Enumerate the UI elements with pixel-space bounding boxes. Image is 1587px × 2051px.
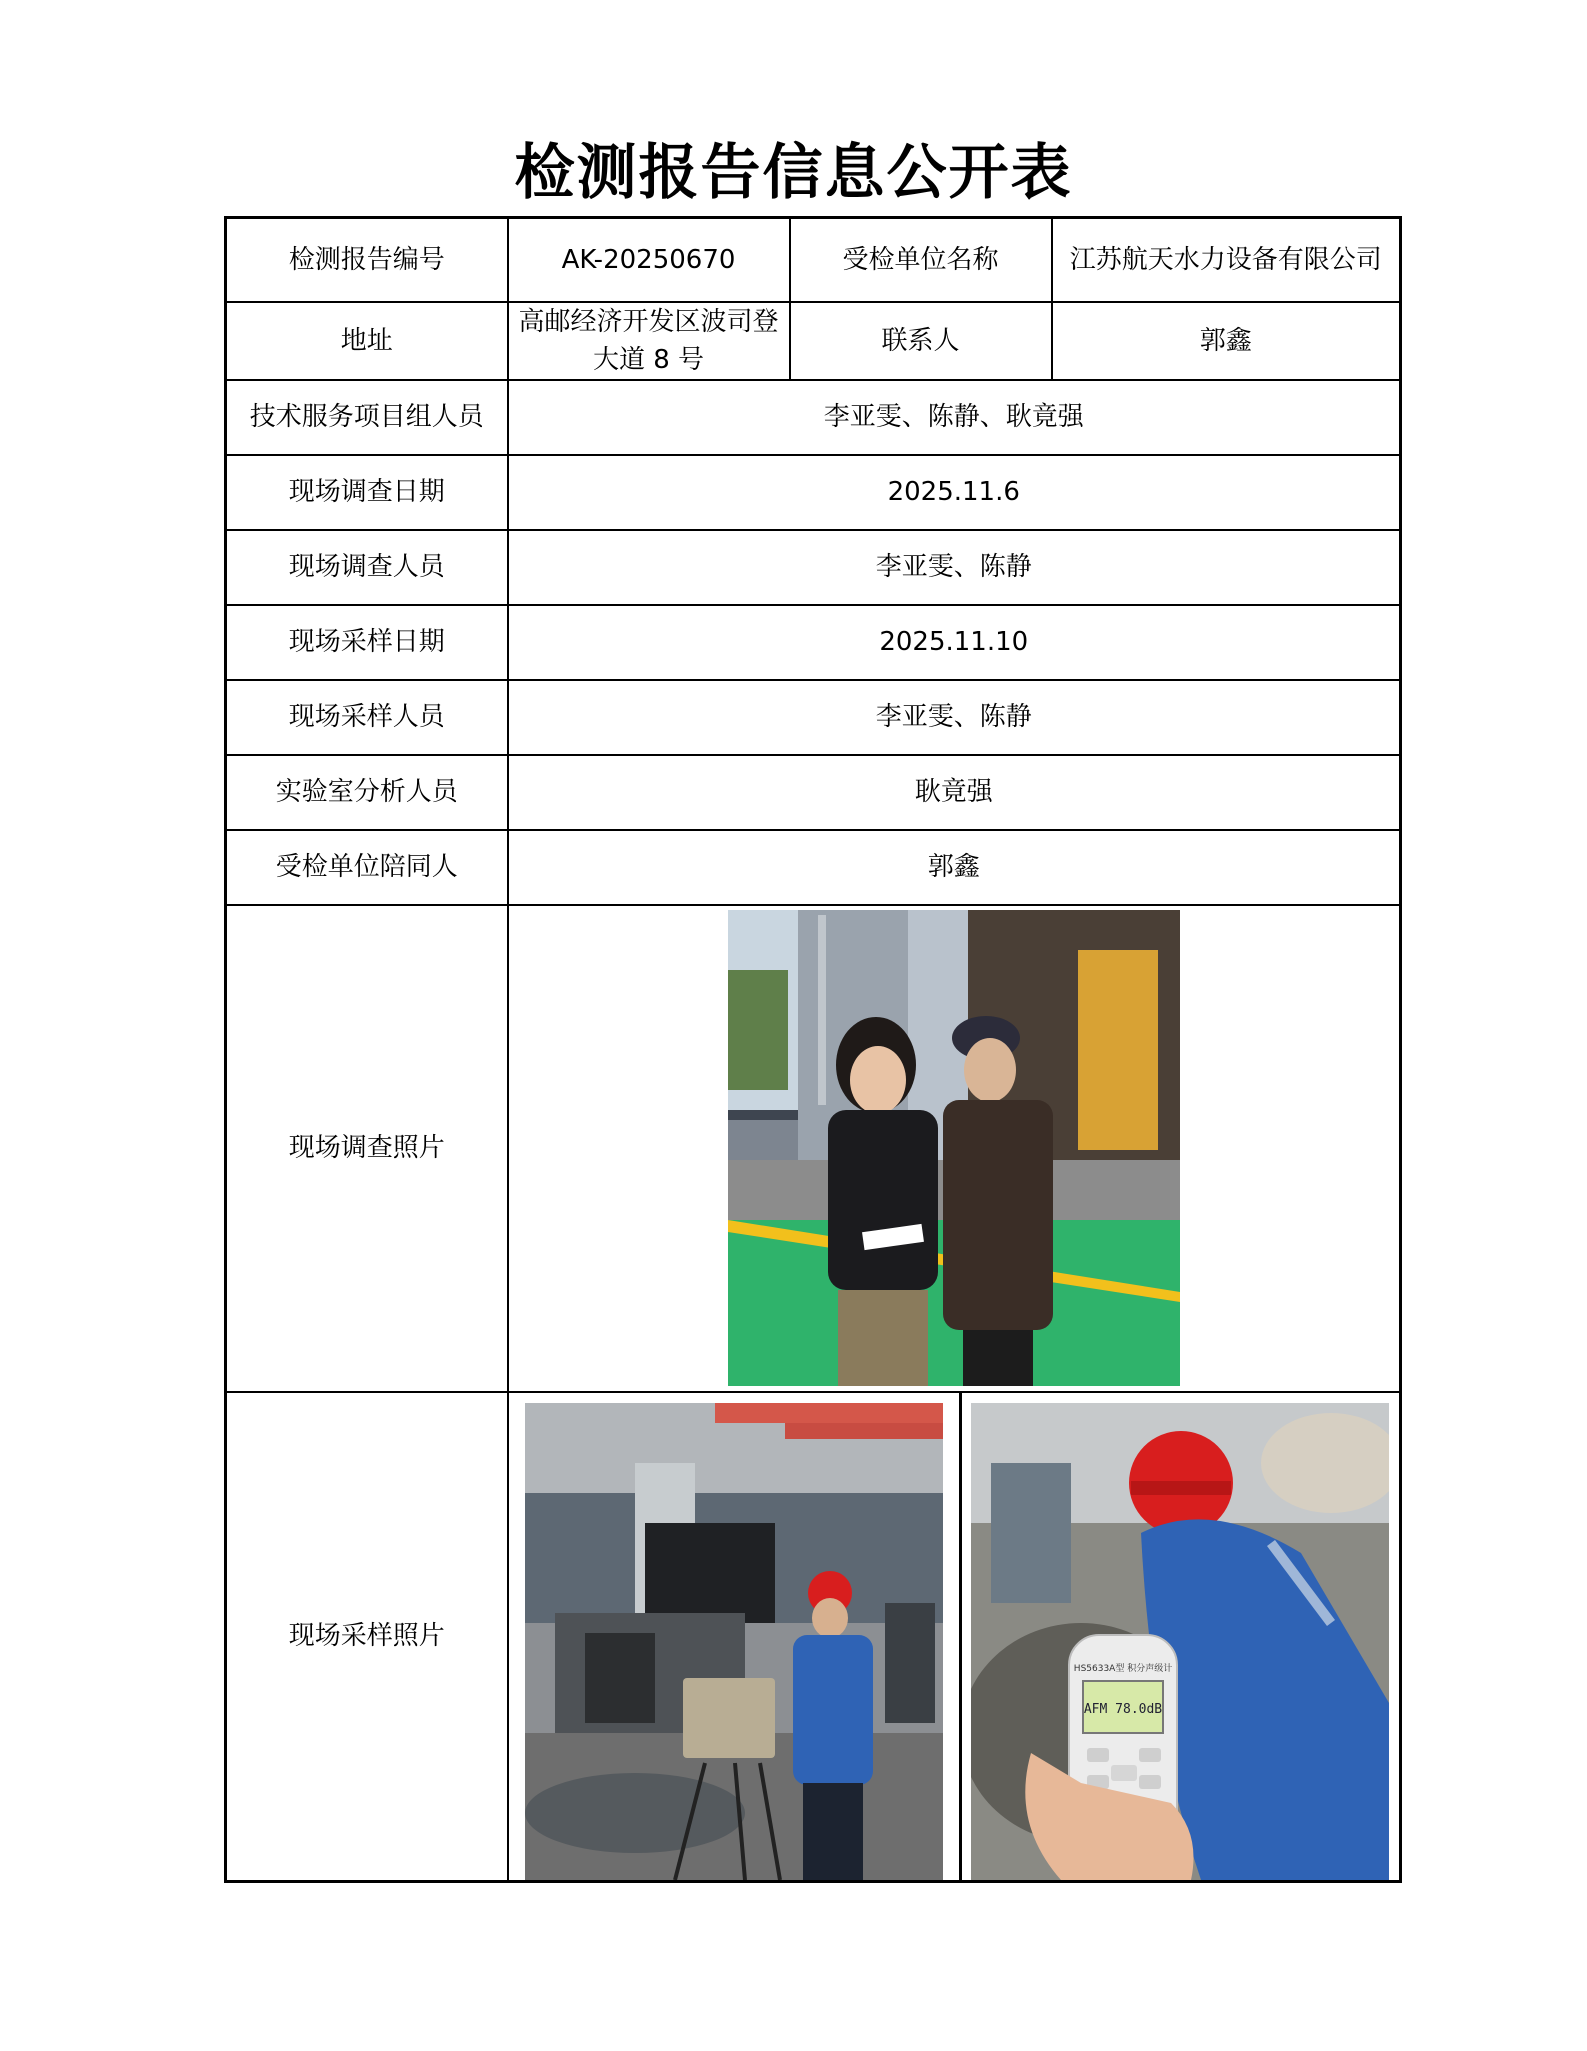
team-label: 技术服务项目组人员 — [226, 380, 508, 455]
team-value: 李亚雯、陈静、耿竟强 — [508, 380, 1401, 455]
address-label: 地址 — [226, 302, 508, 380]
sampling-staff-label: 现场采样人员 — [226, 680, 508, 755]
sampling-staff-value: 李亚雯、陈静 — [508, 680, 1401, 755]
sampling-photo-label: 现场采样照片 — [226, 1392, 508, 1882]
sampling-photos-row — [509, 1393, 1400, 1880]
lab-staff-value: 耿竟强 — [508, 755, 1401, 830]
survey-photo — [728, 910, 1180, 1386]
table-row — [226, 218, 1401, 302]
meter-readout-text: AFM 78.0dB — [1084, 1701, 1163, 1717]
survey-photo-cell — [508, 905, 1401, 1392]
survey-photo-label: 现场调查照片 — [226, 905, 508, 1392]
escort-label: 受检单位陪同人 — [226, 830, 508, 905]
survey-date-value: 2025.11.6 — [508, 455, 1401, 530]
report-no-label: 检测报告编号 — [226, 218, 508, 302]
unit-name-label: 受检单位名称 — [790, 218, 1052, 302]
lab-staff-label: 实验室分析人员 — [226, 755, 508, 830]
address-value: 高邮经济开发区波司登大道 8 号 — [508, 302, 790, 380]
table-row — [226, 680, 1401, 755]
table-row — [226, 1392, 1401, 1882]
sampling-photo-cell — [508, 1392, 1401, 1882]
sampling-photo-right-frame — [962, 1393, 1400, 1880]
table-row — [226, 605, 1401, 680]
escort-value: 郭鑫 — [508, 830, 1401, 905]
meter-brand-text: HS5633A型 积分声级计 — [1074, 1663, 1173, 1674]
survey-staff-value: 李亚雯、陈静 — [508, 530, 1401, 605]
table-row — [226, 830, 1401, 905]
sampling-date-label: 现场采样日期 — [226, 605, 508, 680]
table-row — [226, 905, 1401, 1392]
survey-staff-label: 现场调查人员 — [226, 530, 508, 605]
report-no-value: AK-20250670 — [508, 218, 790, 302]
contact-value: 郭鑫 — [1052, 302, 1401, 380]
table-row — [226, 455, 1401, 530]
table-row — [226, 530, 1401, 605]
sampling-photo-2 — [971, 1403, 1389, 1880]
sampling-photo-left-frame — [509, 1393, 962, 1880]
sampling-photo-1 — [525, 1403, 943, 1880]
unit-name-value: 江苏航天水力设备有限公司 — [1052, 218, 1401, 302]
page-title: 检测报告信息公开表 — [514, 138, 1073, 208]
table-row — [226, 380, 1401, 455]
contact-label: 联系人 — [790, 302, 1052, 380]
table-row — [226, 755, 1401, 830]
sampling-date-value: 2025.11.10 — [508, 605, 1401, 680]
table-row — [226, 302, 1401, 380]
survey-date-label: 现场调查日期 — [226, 455, 508, 530]
report-table — [224, 216, 1402, 1883]
